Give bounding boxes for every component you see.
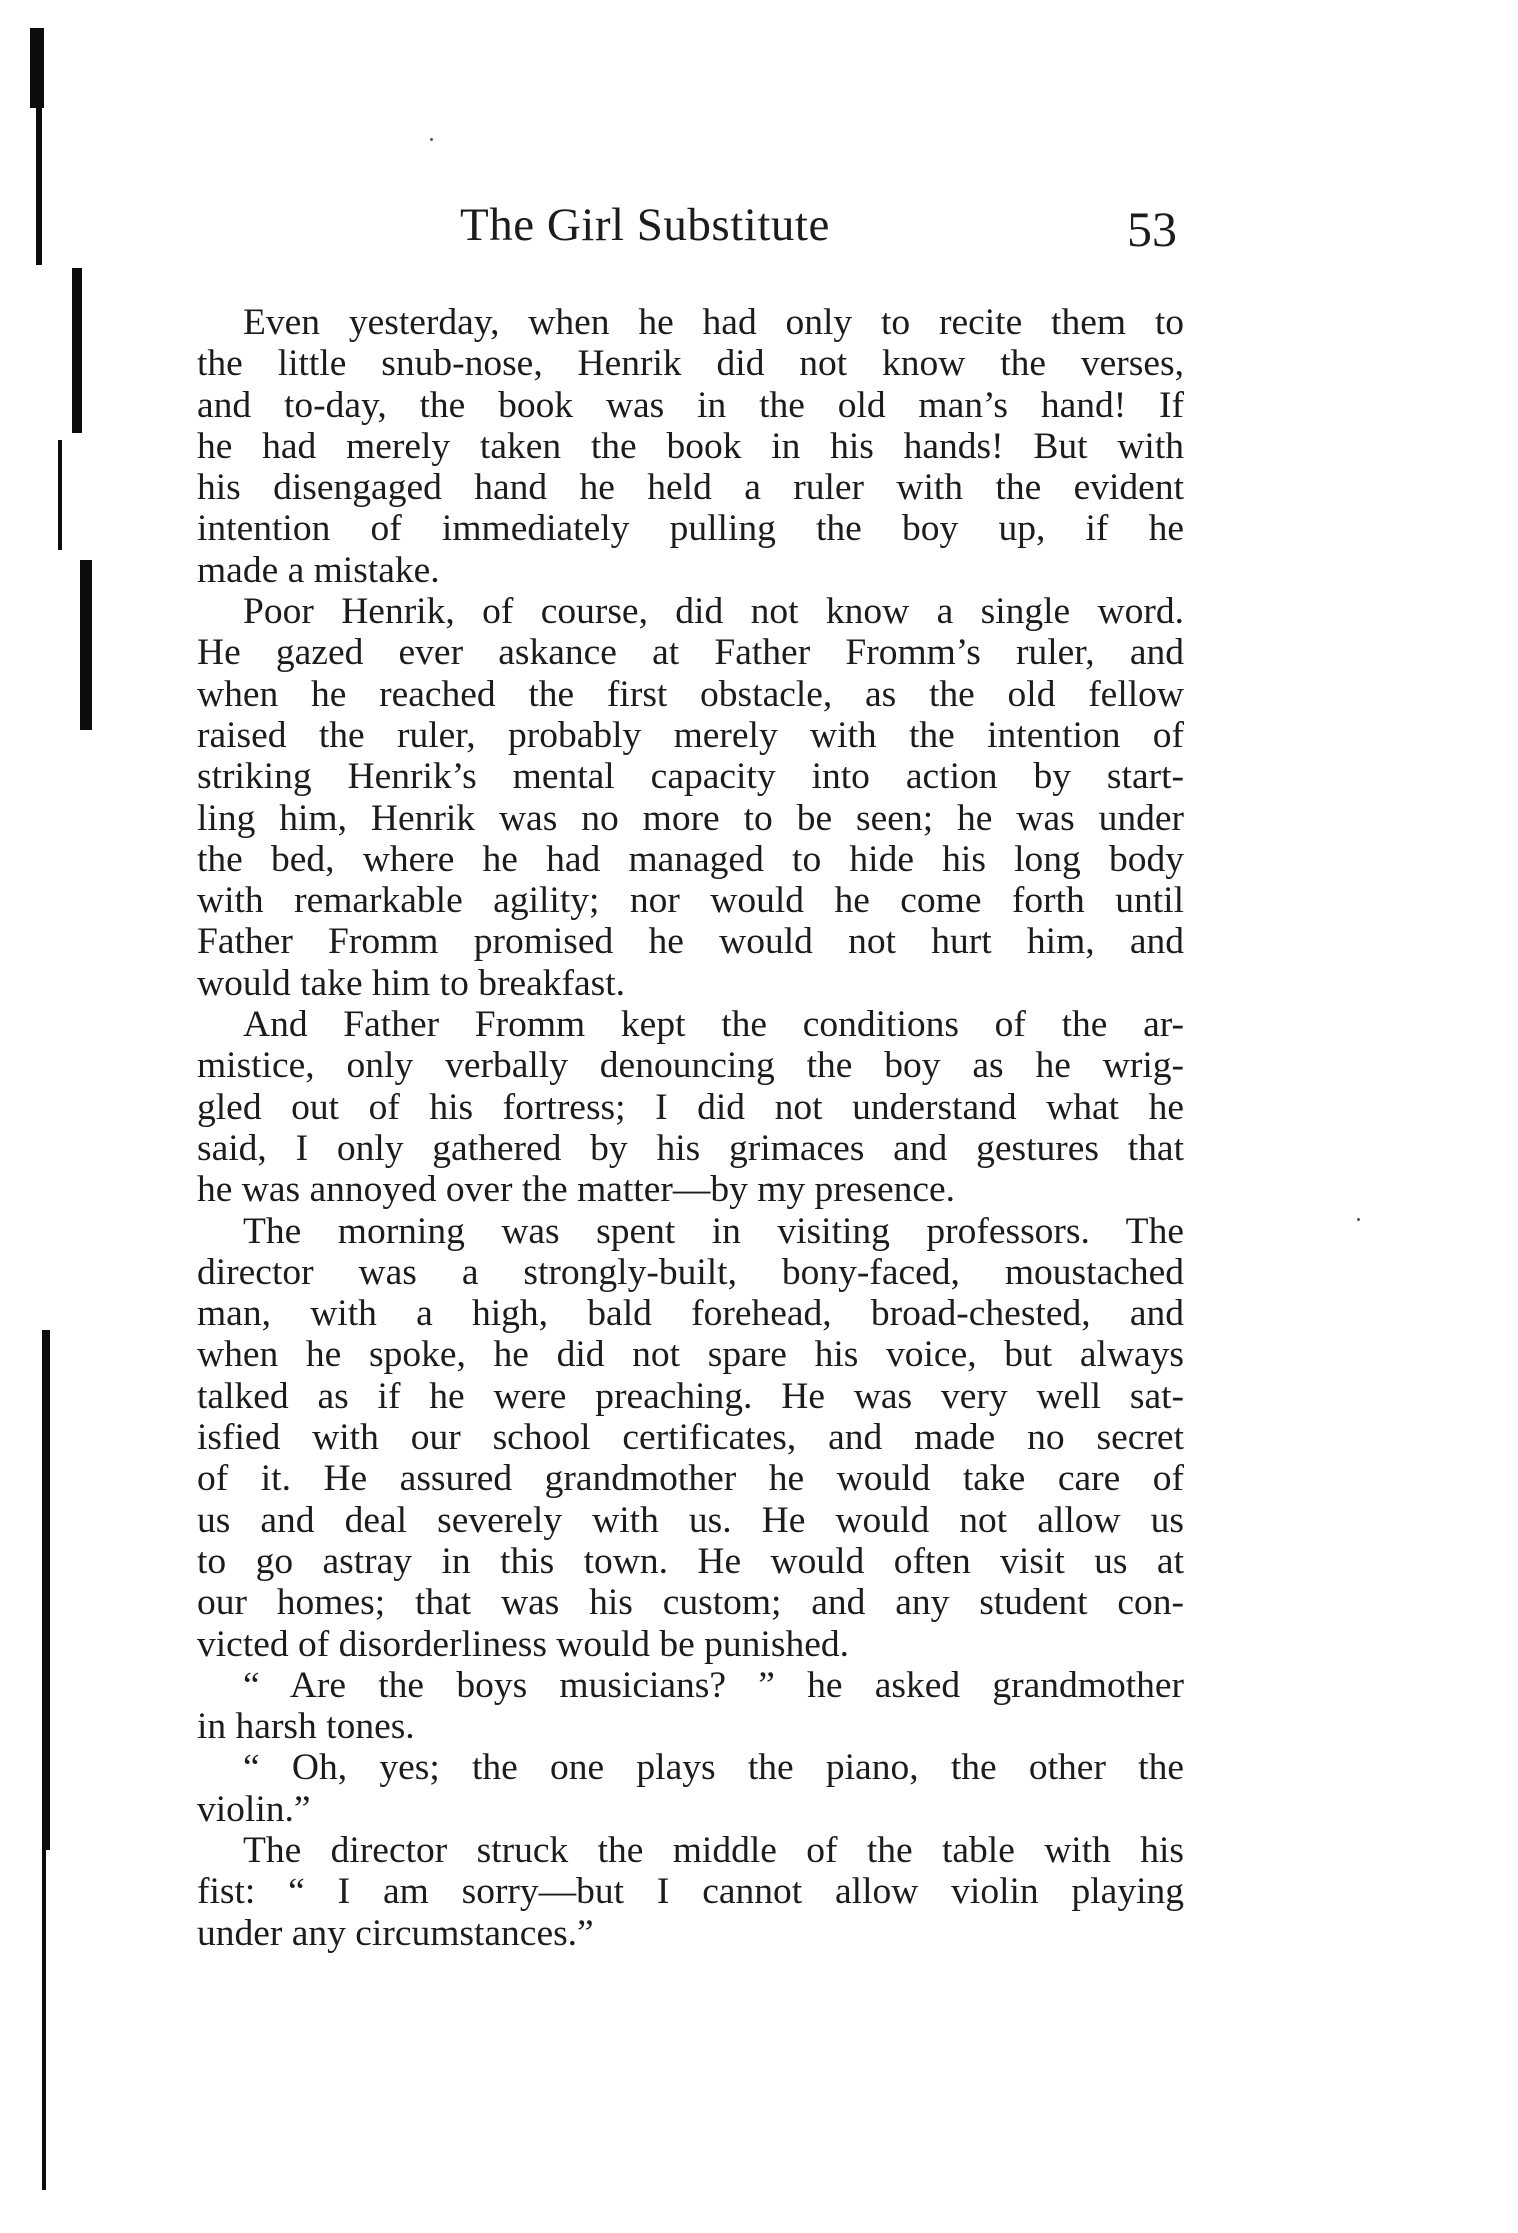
binding-edge-mark xyxy=(42,1850,46,2190)
text-line: of it. He assured grandmother he would take care of xyxy=(197,1458,1184,1500)
text-line: ling him, Henrik was no more to be seen; he was under xyxy=(197,797,1184,839)
paragraph xyxy=(197,591,1184,1004)
binding-edge-mark xyxy=(58,440,62,550)
binding-edge-mark xyxy=(30,28,44,108)
text-line: the bed, where he had managed to hide his long body xyxy=(197,838,1184,880)
text-line: his disengaged hand he held a ruler with the evident xyxy=(197,467,1184,509)
text-line: he had merely taken the book in his hands! But with xyxy=(197,425,1184,467)
paragraph xyxy=(197,1747,1184,1830)
text-line: isfied with our school certificates, and made no secret xyxy=(197,1417,1184,1459)
dust-speck xyxy=(430,138,433,141)
text-line: The director struck the middle of the table with his xyxy=(243,1829,1184,1871)
text-line: to go astray in this town. He would often visit us at xyxy=(197,1540,1184,1582)
text-line: would take him to breakfast. xyxy=(197,962,626,1004)
text-line: under any circumstances.” xyxy=(197,1912,594,1954)
text-line: “ Oh, yes; the one plays the piano, the other the xyxy=(243,1747,1184,1789)
text-line: violin.” xyxy=(197,1788,311,1830)
text-line: said, I only gathered by his grimaces and gestures that xyxy=(197,1127,1184,1169)
text-line: victed of disorderliness would be punished. xyxy=(197,1623,849,1665)
text-line: fist: “ I am sorry—but I cannot allow violin playing xyxy=(197,1871,1184,1913)
text-line: He gazed ever askance at Father Fromm’s ruler, and xyxy=(197,632,1184,674)
text-line: us and deal severely with us. He would not allow us xyxy=(197,1499,1184,1541)
paragraph xyxy=(197,1830,1184,1954)
text-line: raised the ruler, probably merely with the intention of xyxy=(197,714,1184,756)
text-line: when he reached the first obstacle, as the old fellow xyxy=(197,673,1184,715)
page-number: 53 xyxy=(1127,201,1177,257)
text-line: Even yesterday, when he had only to recite them to xyxy=(243,302,1184,343)
text-line: mistice, only verbally denouncing the boy as he wrig- xyxy=(197,1045,1184,1087)
text-line: in harsh tones. xyxy=(197,1706,415,1748)
binding-edge-mark xyxy=(42,1330,50,1850)
binding-edge-mark xyxy=(80,560,92,730)
text-line: talked as if he were preaching. He was very well sat- xyxy=(197,1375,1184,1417)
dust-speck xyxy=(1357,1218,1360,1221)
text-line: made a mistake. xyxy=(197,549,440,591)
binding-edge-mark xyxy=(36,105,42,265)
binding-edge-mark xyxy=(72,268,82,433)
paragraph xyxy=(197,302,1184,591)
text-line: when he spoke, he did not spare his voice, but always xyxy=(197,1334,1184,1376)
text-line: with remarkable agility; nor would he come forth until xyxy=(197,880,1184,922)
text-line: “ Are the boys musicians? ” he asked grandmother xyxy=(243,1664,1184,1706)
text-line: man, with a high, bald forehead, broad-chested, and xyxy=(197,1293,1184,1335)
running-title: The Girl Substitute xyxy=(460,199,830,251)
text-line: intention of immediately pulling the boy up, if he xyxy=(197,508,1184,550)
body-text xyxy=(197,302,1184,1954)
text-line: our homes; that was his custom; and any student con- xyxy=(197,1582,1184,1624)
text-line: the little snub-nose, Henrik did not know the verses, xyxy=(197,343,1184,385)
text-line: director was a strongly-built, bony-faced, moustached xyxy=(197,1251,1184,1293)
paragraph xyxy=(197,1665,1184,1748)
text-line: he was annoyed over the matter—by my presence. xyxy=(197,1169,956,1211)
text-line: striking Henrik’s mental capacity into action by start- xyxy=(197,756,1184,798)
paragraph xyxy=(197,1004,1184,1210)
text-line: And Father Fromm kept the conditions of the ar- xyxy=(243,1004,1184,1046)
text-line: Poor Henrik, of course, did not know a single word. xyxy=(243,591,1184,633)
text-line: and to-day, the book was in the old man’s hand! If xyxy=(197,384,1184,426)
page-header xyxy=(195,198,1195,268)
text-line: Father Fromm promised he would not hurt him, and xyxy=(197,921,1184,963)
paragraph xyxy=(197,1211,1184,1665)
text-line: gled out of his fortress; I did not understand what he xyxy=(197,1086,1184,1128)
text-line: The morning was spent in visiting professors. The xyxy=(243,1210,1184,1252)
